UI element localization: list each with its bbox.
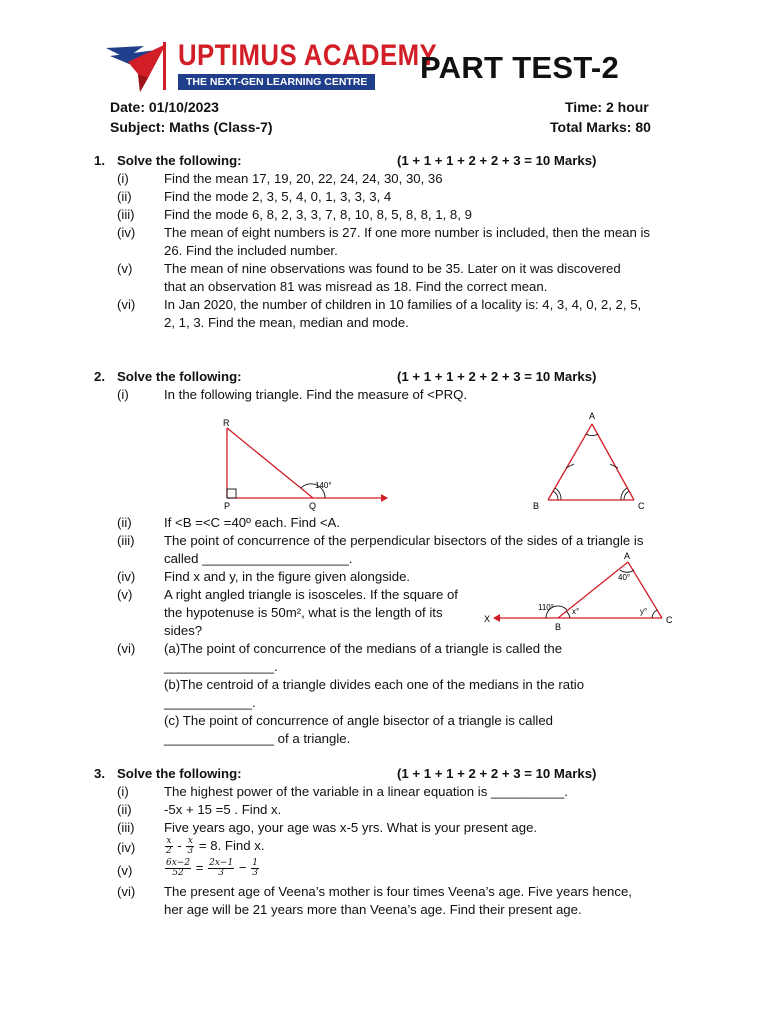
item-label: (vi) [117,297,136,312]
question-item [0,206,768,224]
item-text: The mean of eight numbers is 27. If one more number is included, then the mean is 26. Find the included number. [164,225,651,258]
fraction-denominator: 3 [218,868,225,879]
exam-total-marks: Total Marks: 80 [550,119,651,135]
item-label: (iii) [117,207,135,222]
question-item [0,883,768,919]
item-label: (i) [117,784,129,799]
item-text: (a)The point of concurrence of the medians of a triangle is called the _______________. [164,641,563,674]
item-text: Find x and y, in the figure given alongside. [164,569,411,584]
question-item [0,676,768,712]
item-text: If <B =<C =40º each. Find <A. [164,515,340,530]
item-text: The highest power of the variable in a linear equation is __________. [164,784,568,799]
item-text: = 8. Find x. [198,838,265,853]
question-2 [0,368,768,404]
vertex-label-b: B [555,622,562,632]
item-text: -5x + 15 =5 . Find x. [164,802,282,817]
question-item [0,837,768,859]
question-3 [0,765,768,919]
question-header [0,368,768,386]
brand-name: UPTIMUS ACADEMY [178,39,438,72]
item-text: Find the mean 17, 19, 20, 22, 24, 24, 30, 30, 36 [164,171,443,186]
item-label: (ii) [117,515,132,530]
operator: - [177,838,182,853]
item-text: The present age of Veena’s mother is four times Veena’s age. Five years hence, her age will be 21 years more than Veena’s age. Find their present age. [164,884,632,917]
item-text: Find the mode 2, 3, 5, 4, 0, 1, 3, 3, 3, 4 [164,189,392,204]
question-marks: (1 + 1 + 1 + 2 + 2 + 3 = 10 Marks) [397,153,597,168]
question-title: Solve the following: [117,369,242,384]
fraction-numerator: 6x−2 [166,858,191,869]
question-header [0,765,768,783]
question-item [0,514,768,532]
bird-logo-icon [104,38,170,94]
angle-label-exterior: 110° [538,603,554,612]
item-equation [164,837,654,856]
operator: = [195,860,204,875]
operator: − [238,860,247,875]
item-equation [164,859,654,878]
item-text: A right angled triangle is isosceles. If the square of the hypotenuse is 50m², what is the length of its sides? [164,587,458,638]
vertex-label-q: Q [309,501,317,511]
fraction [165,837,173,856]
exam-time: Time: 2 hour [565,99,649,115]
question-item [0,296,768,332]
item-text: Find the mode 6, 8, 2, 3, 3, 7, 8, 10, 8, 5, 8, 8, 1, 8, 9 [164,207,472,222]
question-item [0,819,768,837]
figure-exterior-angle [484,548,684,632]
angle-label-x: x° [572,607,580,616]
question-title: Solve the following: [117,766,242,781]
fraction [208,859,234,878]
exam-date: Date: 01/10/2023 [110,99,219,115]
question-item [0,260,768,296]
item-text: Five years ago, your age was x-5 yrs. What is your present age. [164,820,538,835]
exam-subject: Subject: Maths (Class-7) [110,119,273,135]
item-label: (i) [117,387,129,402]
vertex-label-p: P [224,501,231,511]
question-item [0,224,768,260]
question-item [0,712,768,748]
figure-triangle-rpq-base [215,412,390,512]
question-item [0,188,768,206]
item-label: (i) [117,171,129,186]
item-label: (iv) [117,840,136,855]
item-text: The point of concurrence of the perpendicular bisectors of the sides of a triangle is called ____________________. [164,533,644,566]
question-item [0,801,768,819]
item-label: (v) [117,261,133,276]
question-title: Solve the following: [117,153,242,168]
angle-label: 140° [315,481,332,490]
item-label: (iv) [117,569,136,584]
fraction-denominator: 3 [252,868,258,879]
question-marks: (1 + 1 + 1 + 2 + 2 + 3 = 10 Marks) [397,369,597,384]
item-label: (v) [117,587,133,602]
fraction-numerator: x [187,836,193,847]
item-label: (vi) [117,884,136,899]
fraction-numerator: 2x−1 [209,858,234,869]
fraction [186,837,194,856]
question-item [0,170,768,188]
header [104,36,664,96]
question-1 [0,152,768,332]
fraction-denominator: 52 [172,868,184,879]
item-label: (ii) [117,802,132,817]
item-text: In the following triangle. Find the measure of <PRQ. [164,387,468,402]
vertex-label-a: A [624,551,631,561]
point-label-x: X [484,614,491,624]
angle-label-y: y° [640,607,648,616]
question-item [0,640,768,676]
question-item [0,859,768,883]
question-header [0,152,768,170]
question-item [0,386,768,404]
item-text: (c) The point of concurrence of angle bisector of a triangle is called _______________ of a triangle. [164,713,553,746]
fraction [165,859,191,878]
item-text: (b)The centroid of a triangle divides each one of the medians in the ratio ____________. [164,677,585,710]
question-marks: (1 + 1 + 1 + 2 + 2 + 3 = 10 Marks) [397,766,597,781]
vertex-label-c: C [638,501,645,511]
figure-triangle-abc [528,408,652,512]
vertex-label-a: A [589,411,596,421]
fraction-denominator: 2 [166,846,172,857]
fraction-numerator: x [166,836,172,847]
question-number: 1. [94,153,105,168]
item-label: (vi) [117,641,136,656]
fraction-numerator: 1 [252,858,258,869]
vertex-label-c: C [666,615,673,625]
fraction-denominator: 3 [187,846,194,857]
item-label: (iv) [117,225,136,240]
question-item [0,783,768,801]
brand-tagline: THE NEXT-GEN LEARNING CENTRE [178,74,375,90]
question-number: 2. [94,369,105,384]
angle-label-a: 40° [618,573,631,582]
item-label: (v) [117,863,133,878]
vertex-label-r: R [223,418,230,428]
item-label: (ii) [117,189,132,204]
fraction [251,859,259,878]
item-text: In Jan 2020, the number of children in 10 families of a locality is: 4, 3, 4, 0, 2, 2, 5, 2, 1, 3. Find the mean, median and mode. [164,297,642,330]
vertex-label-b: B [533,501,540,511]
item-label: (iii) [117,533,135,548]
item-label: (iii) [117,820,135,835]
question-number: 3. [94,766,105,781]
page-title: PART TEST-2 [420,50,620,85]
item-text: The mean of nine observations was found to be 35. Later on it was discovered that an observation 81 was misread as 18. Find the correct mean. [164,261,621,294]
